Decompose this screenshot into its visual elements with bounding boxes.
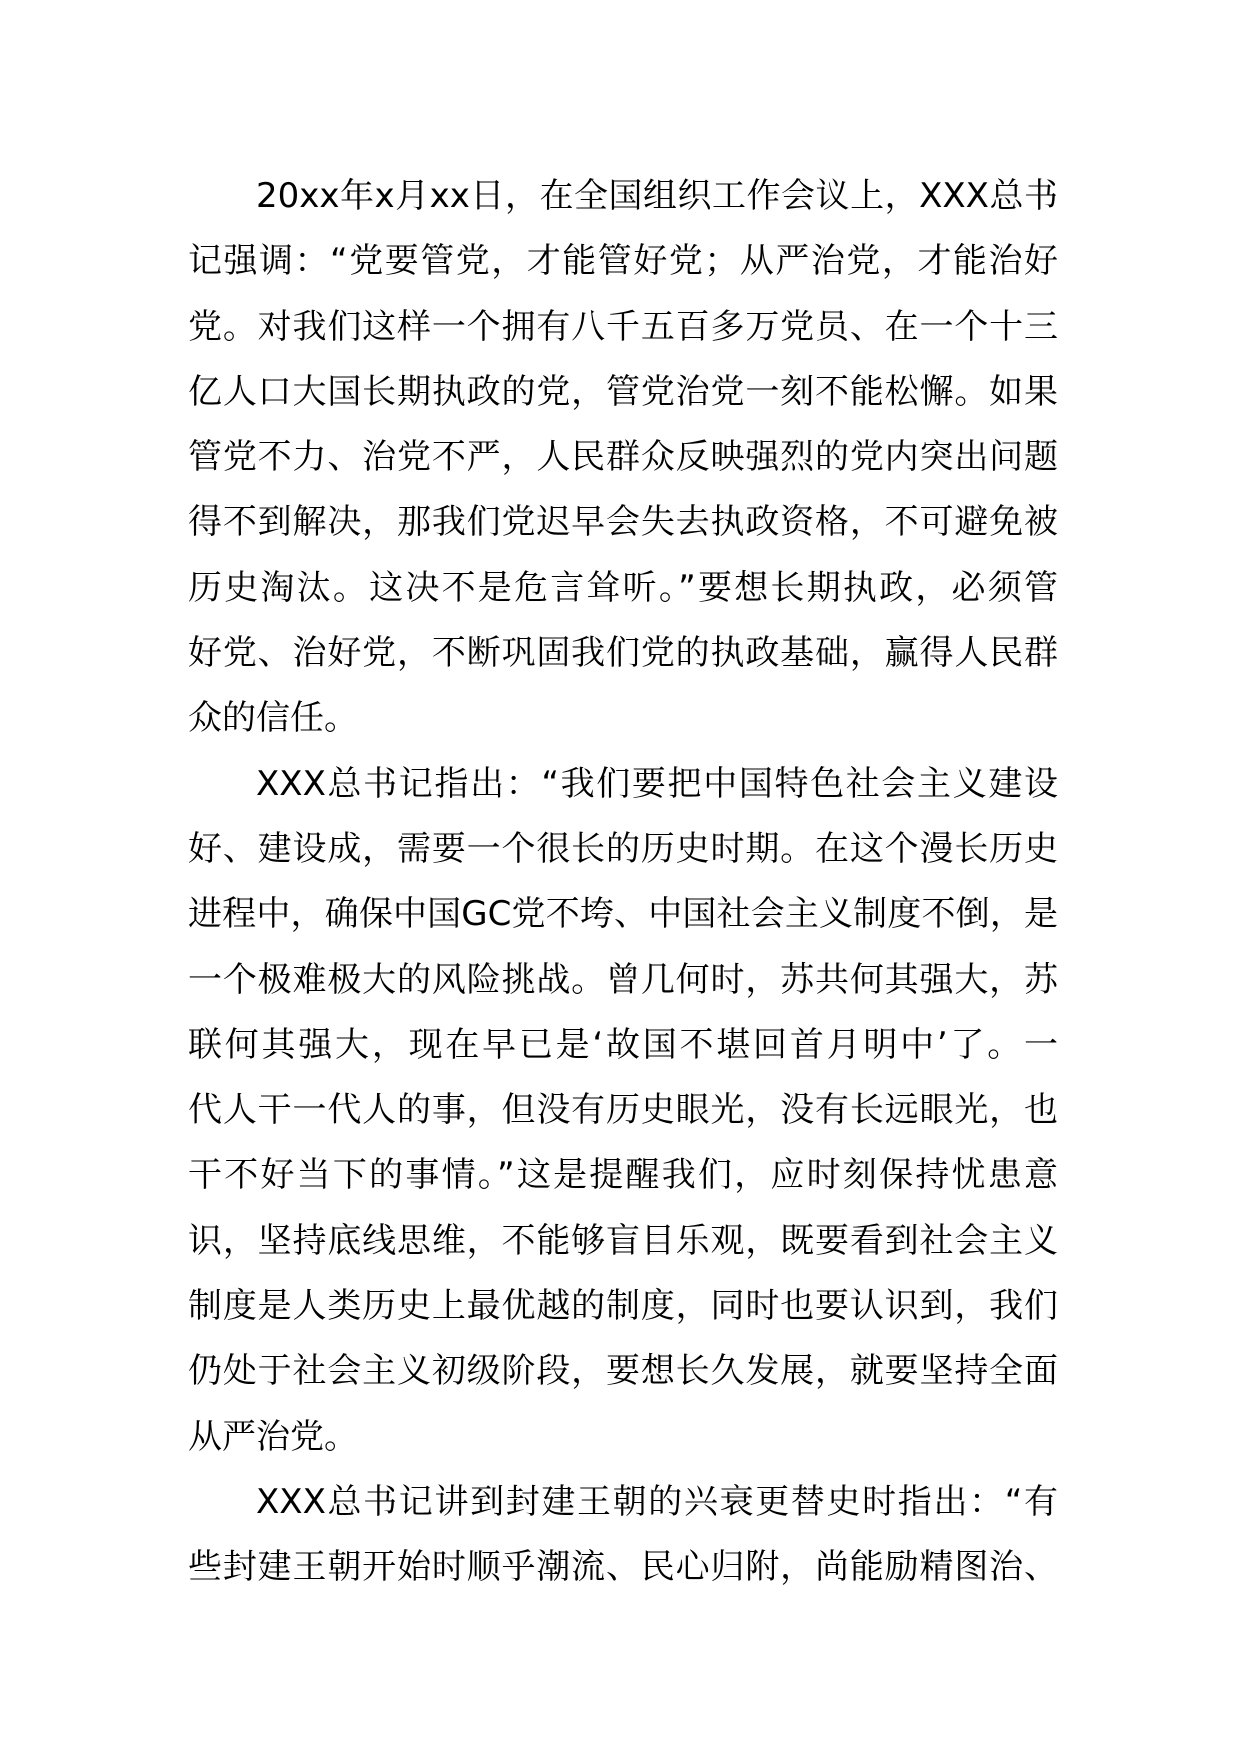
paragraph-2-line-2: 好、建设成，需要一个很长的历史时期。在这个漫长历史: [188, 828, 1058, 869]
paragraph-2-line-6: 代人干一代人的事，但没有历史眼光，没有长远眼光，也: [188, 1090, 1058, 1131]
paragraph-3-line-1: XXX总书记讲到封建王朝的兴衰更替史时指出：“有: [256, 1481, 1058, 1522]
paragraph-2-line-7: 干不好当下的事情。”这是提醒我们，应时刻保持忧患意: [188, 1155, 1058, 1196]
paragraph-3-line-2: 些封建王朝开始时顺乎潮流、民心归附，尚能励精图治、: [188, 1547, 1058, 1588]
paragraph-2-line-4: 一个极难极大的风险挑战。曾几何时，苏共何其强大，苏: [188, 959, 1058, 1000]
paragraph-2-line-8: 识，坚持底线思维，不能够盲目乐观，既要看到社会主义: [188, 1220, 1058, 1261]
paragraph-2-line-10: 仍处于社会主义初级阶段，要想长久发展，就要坚持全面: [188, 1351, 1058, 1392]
paragraph-2-line-3: 进程中，确保中国GC党不垮、中国社会主义制度不倒，是: [188, 894, 1058, 935]
paragraph-1-line-3: 党。对我们这样一个拥有八千五百多万党员、在一个十三: [188, 306, 1058, 347]
paragraph-2-line-5: 联何其强大，现在早已是‘故国不堪回首月明中’了。一: [188, 1024, 1058, 1065]
paragraph-1-line-6: 得不到解决，那我们党迟早会失去执政资格，不可避免被: [188, 502, 1058, 543]
paragraph-1-line-7: 历史淘汰。这决不是危言耸听。”要想长期执政，必须管: [188, 567, 1058, 608]
paragraph-1-line-1: 20xx年x月xx日，在全国组织工作会议上，XXX总书: [256, 176, 1058, 216]
paragraph-1-line-9: 众的信任。: [188, 698, 358, 739]
paragraph-1-line-4: 亿人口大国长期执政的党，管党治党一刻不能松懈。如果: [188, 371, 1058, 412]
paragraph-2-line-1: XXX总书记指出：“我们要把中国特色社会主义建设: [256, 763, 1058, 804]
paragraph-1-line-8: 好党、治好党，不断巩固我们党的执政基础，赢得人民群: [188, 633, 1058, 674]
paragraph-1-line-2: 记强调：“党要管党，才能管好党；从严治党，才能治好: [188, 241, 1058, 282]
paragraph-2-line-9: 制度是人类历史上最优越的制度，同时也要认识到，我们: [188, 1286, 1058, 1327]
body-text: [188, 164, 1058, 1601]
paragraph-2-line-11: 从严治党。: [188, 1416, 358, 1457]
paragraph-1-line-5: 管党不力、治党不严，人民群众反映强烈的党内突出问题: [188, 437, 1058, 478]
